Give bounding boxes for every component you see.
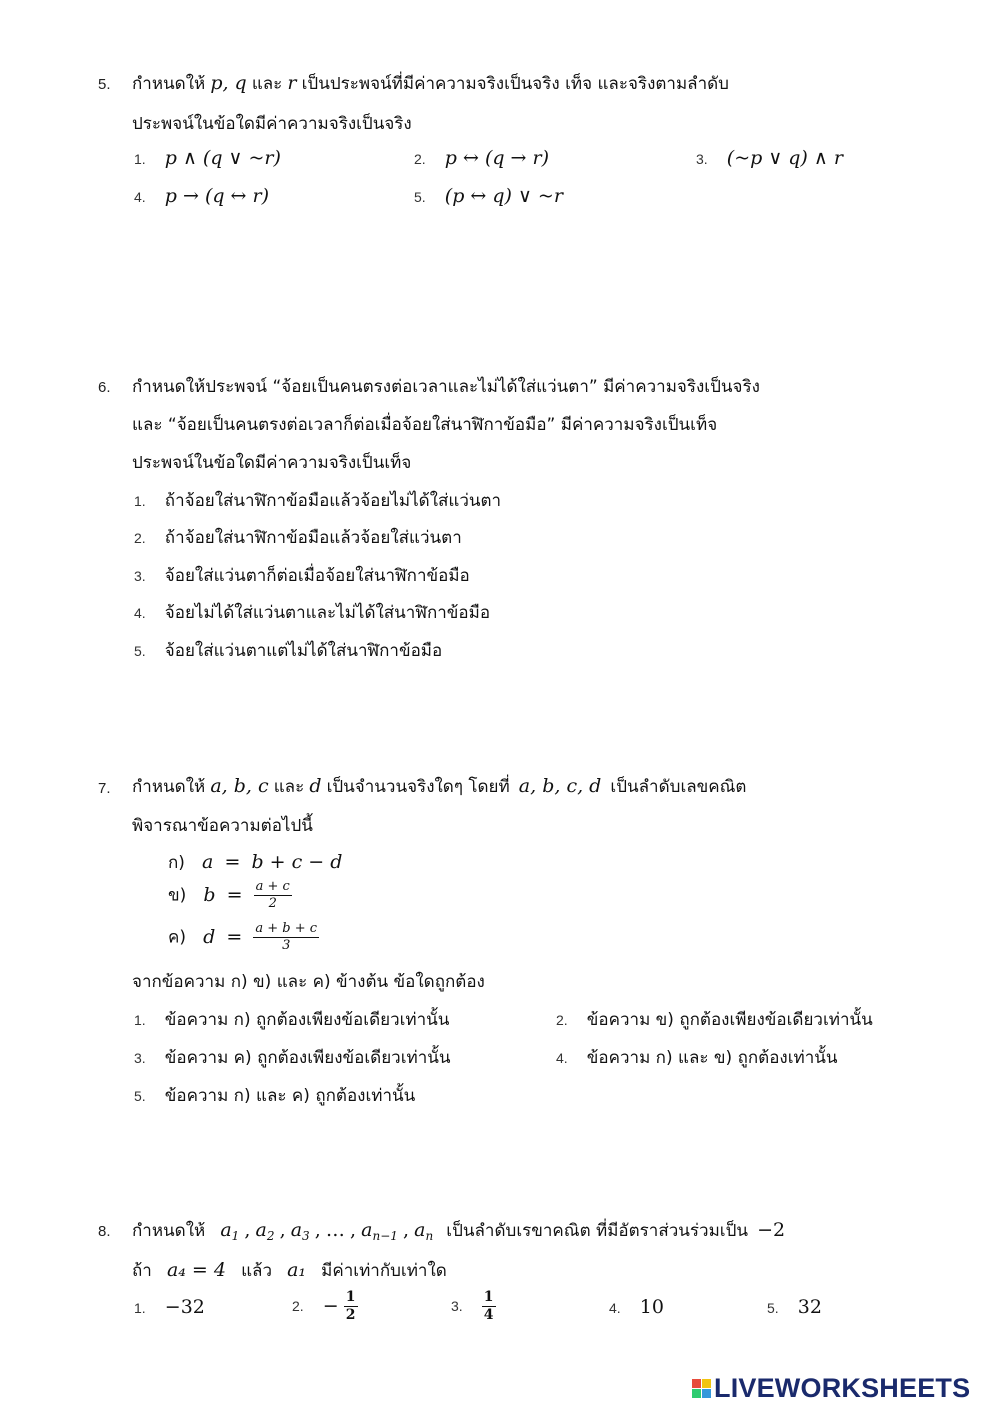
option-4[interactable]: 4. ข้อความ ก) และ ข) ถูกต้องเท่านั้น — [556, 1048, 838, 1068]
logo-square-yellow — [702, 1379, 711, 1388]
question-number: 5. — [98, 76, 111, 93]
statement-c: ค) d = $\frac{a + b + c}{3}$ — [168, 921, 318, 953]
option-3[interactable]: 3. $\frac{1}{4}$ — [451, 1289, 494, 1323]
logo-text: LIVEWORKSHEETS — [714, 1373, 971, 1403]
option-4[interactable]: 4. จ้อยไม่ได้ใส่แว่นตาและไม่ได้ใส่นาฬิกาข้อมือ — [134, 603, 491, 623]
option-5[interactable]: 5. 32 — [767, 1296, 822, 1318]
statement-b: ข) b = $\frac{a + c}{2}$ — [168, 879, 290, 911]
statement-a: ก) a = b + c − d — [168, 851, 343, 873]
option-4[interactable]: 4. 10 — [609, 1296, 664, 1318]
logo-icon — [692, 1379, 711, 1398]
option-2[interactable]: 2. − $\frac{1}{2}$ — [292, 1289, 356, 1323]
sequence-notation: $a_1$ , $a_2$ , $a_3$ , … , $a_{n-1}$ , $a_n$ — [220, 1219, 434, 1244]
question-stem-line3: ประพจน์ในข้อใดมีค่าความจริงเป็นเท็จ — [132, 453, 412, 473]
option-5[interactable]: 5. ข้อความ ก) และ ค) ถูกต้องเท่านั้น — [134, 1086, 416, 1106]
option-1[interactable]: 1. ข้อความ ก) ถูกต้องเพียงข้อเดียวเท่านั้น — [134, 1010, 450, 1030]
question-prompt: จากข้อความ ก) ข) และ ค) ข้างต้น ข้อใดถูกต้อง — [132, 972, 485, 992]
option-1[interactable]: 1. ถ้าจ้อยใส่นาฬิกาข้อมือแล้วจ้อยไม่ได้ใส่แว่นตา — [134, 491, 502, 511]
option-1[interactable]: 1. p ∧ (q ∨ ~r) — [134, 147, 281, 169]
question-number: 7. — [98, 780, 111, 797]
question-number: 6. — [98, 379, 111, 396]
question-stem-line2: พิจารณาข้อความต่อไปนี้ — [132, 816, 313, 836]
fraction: $\frac{a + c}{2}$ — [255, 879, 290, 911]
logo-square-red — [692, 1379, 701, 1388]
liveworksheets-logo — [692, 1373, 970, 1404]
option-3[interactable]: 3. ข้อความ ค) ถูกต้องเพียงข้อเดียวเท่านั้น — [134, 1048, 451, 1068]
question-stem-line2: ประพจน์ในข้อใดมีค่าความจริงเป็นจริง — [132, 114, 412, 134]
question-stem: กำหนดให้ p, q และ r เป็นประพจน์ที่มีค่าความจริงเป็นจริง เท็จ และจริงตามลำดับ — [132, 72, 729, 94]
option-5[interactable]: 5. (p ↔ q) ∨ ~r — [414, 185, 563, 207]
option-3[interactable]: 3. (~p ∨ q) ∧ r — [696, 147, 843, 169]
fraction: $\frac{1}{2}$ — [345, 1289, 356, 1323]
question-stem: กำหนดให้ a, b, c และ d เป็นจำนวนจริงใดๆ โดยที่ a, b, c, d เป็นลำดับเลขคณิต — [132, 775, 747, 797]
option-5[interactable]: 5. จ้อยใส่แว่นตาแต่ไม่ได้ใส่นาฬิกาข้อมือ — [134, 641, 443, 661]
option-3[interactable]: 3. จ้อยใส่แว่นตาก็ต่อเมื่อจ้อยใส่นาฬิกาข้อมือ — [134, 566, 470, 586]
option-2[interactable]: 2. p ↔ (q → r) — [414, 147, 550, 169]
question-stem: กำหนดให้ $a_1$ , $a_2$ , $a_3$ , … , $a_{n-1}$ , $a_n$ เป็นลำดับเรขาคณิต ที่มีอัตราส่วนร่วมเป็น −2 — [132, 1219, 786, 1244]
question-stem-line2: และ “จ้อยเป็นคนตรงต่อเวลาก็ต่อเมื่อจ้อยใส่นาฬิกาข้อมือ” มีค่าความจริงเป็นเท็จ — [132, 415, 718, 435]
logo-square-green — [692, 1389, 701, 1398]
question-stem: กำหนดให้ประพจน์ “จ้อยเป็นคนตรงต่อเวลาและไม่ได้ใส่แว่นตา” มีค่าความจริงเป็นจริง — [132, 377, 760, 397]
fraction: $\frac{a + b + c}{3}$ — [255, 921, 318, 953]
option-1[interactable]: 1. −32 — [134, 1296, 205, 1318]
question-number: 8. — [98, 1223, 111, 1240]
logo-square-blue — [702, 1389, 711, 1398]
question-stem-line2: ถ้า a₄ = 4 แล้ว a₁ มีค่าเท่ากับเท่าใด — [132, 1259, 447, 1281]
option-4[interactable]: 4. p → (q ↔ r) — [134, 185, 270, 207]
fraction: $\frac{1}{4}$ — [483, 1289, 494, 1323]
option-2[interactable]: 2. ถ้าจ้อยใส่นาฬิกาข้อมือแล้วจ้อยใส่แว่นตา — [134, 528, 462, 548]
option-2[interactable]: 2. ข้อความ ข) ถูกต้องเพียงข้อเดียวเท่านั้น — [556, 1010, 873, 1030]
